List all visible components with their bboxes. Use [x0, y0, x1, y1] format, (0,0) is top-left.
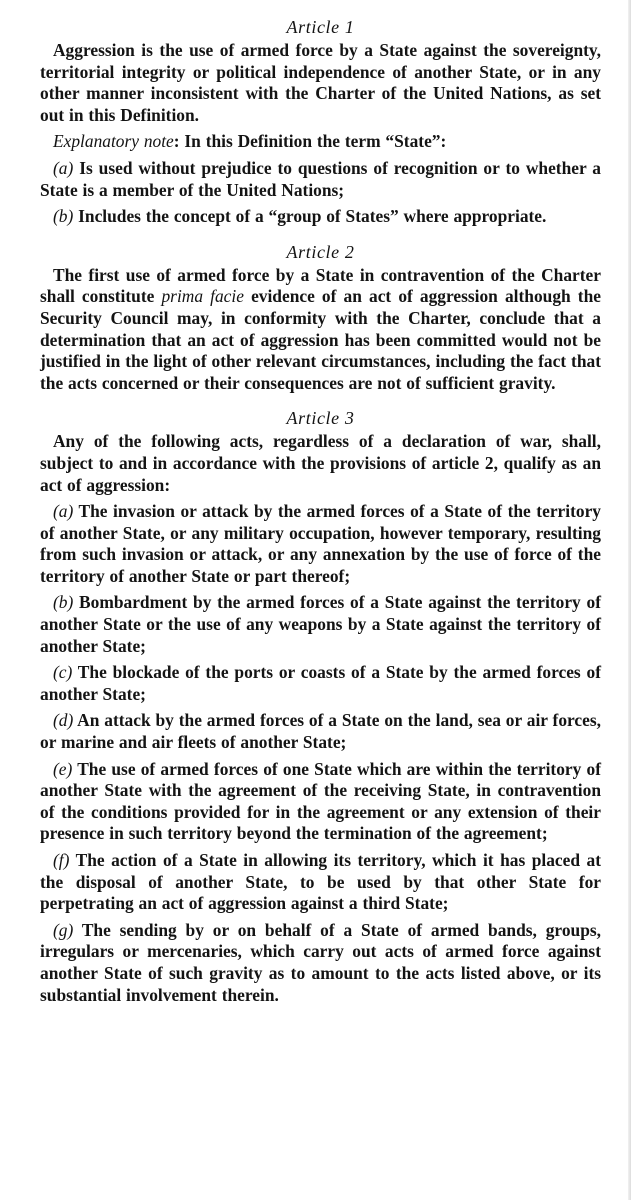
article-2-text-after: evidence of an act of aggression although the Security Council may, in conformity with the Charter, conclude that a determination that an act of aggression has been committed would not be justified in the light of other relevant circumstances, including the fact that the acts concerned or their consequences are not of sufficient gravity. — [40, 286, 601, 393]
clause-label: (f) — [53, 850, 70, 870]
article-2 — [40, 239, 601, 395]
article-1-definition-paragraph — [40, 40, 601, 126]
clause-label: (b) — [53, 592, 74, 613]
article-1-heading: Article 1 — [286, 17, 355, 37]
explanatory-note-text: : In this Definition the term “State”: — [173, 131, 447, 152]
article-3-clause-b — [40, 592, 601, 657]
article-3-intro — [40, 431, 601, 496]
article-2-paragraph — [40, 265, 601, 395]
article-1-explanatory-note — [40, 131, 601, 153]
article-3-clause-f — [40, 850, 601, 915]
article-2-heading: Article 2 — [286, 241, 355, 262]
article-3-clause-c — [40, 662, 601, 705]
article-3-clause-a — [40, 501, 601, 587]
clause-label: (e) — [53, 758, 73, 779]
explanatory-note-label: Explanatory note — [53, 131, 174, 152]
article-3-clause-e — [40, 759, 601, 845]
article-1-definition-text: Aggression is the use of armed force by a State against the sovereignty, territorial integrity or political independence of another State, or in any other manner inconsistent with the Charter of the United Nations, as set out in this Definition. — [40, 40, 601, 125]
article-3 — [40, 405, 601, 1006]
clause-label: (g) — [53, 919, 74, 940]
clause-text: Includes the concept of a “group of States” where appropriate. — [73, 206, 547, 227]
clause-text: The use of armed forces of one State which are within the territory of another State with the agreement of the receiving State, in contravention of the conditions provided for in the agreement or any extension of their presence in such territory beyond the termination of the agreement; — [40, 758, 601, 844]
clause-text: The invasion or attack by the armed forces of a State of the territory of another State, or any military occupation, however temporary, resulting from such invasion or attack, or any annexation by the use of force of the territory of another State or part thereof; — [40, 501, 601, 586]
article-3-clause-g — [40, 920, 601, 1006]
article-2-text-before: The first use of armed force by a State in contravention of the Charter shall constitute — [40, 264, 601, 307]
clause-label: (c) — [53, 662, 73, 683]
clause-text: Bombardment by the armed forces of a State against the territory of another State or the use of any weapons by a State against the territory of another State; — [40, 592, 601, 656]
clause-text: The blockade of the ports or coasts of a State by the armed forces of another State; — [40, 662, 601, 704]
clause-text: The action of a State in allowing its territory, which it has placed at the disposal of another State, to be used by that other State for perpetrating an act of aggression against a third State; — [40, 850, 601, 914]
article-3-heading: Article 3 — [286, 408, 355, 429]
clause-text: Is used without prejudice to questions of recognition or to whether a State is a member of the United Nations; — [40, 157, 601, 200]
clause-label: (b) — [53, 206, 74, 227]
clause-label: (a) — [53, 501, 74, 522]
article-1-clause-b — [40, 206, 601, 228]
article-1 — [40, 14, 601, 228]
clause-text: An attack by the armed forces of a State on the land, sea or air forces, or marine and air fleets of another State; — [40, 710, 601, 753]
prima-facie-emphasis: prima facie — [161, 286, 244, 307]
clause-text: The sending by or on behalf of a State of armed bands, groups, irregulars or mercenaries, which carry out acts of armed force against another State of such gravity as to amount to the acts listed above, or its substantial involvement therein. — [40, 919, 601, 1005]
clause-label: (a) — [53, 157, 74, 178]
article-1-clause-a — [40, 158, 601, 201]
article-3-clause-d — [40, 710, 601, 753]
article-3-intro-text: Any of the following acts, regardless of a declaration of war, shall, subject to and in accordance with the provisions of article 2, qualify as an act of aggression: — [40, 431, 601, 495]
clause-label: (d) — [53, 710, 74, 731]
